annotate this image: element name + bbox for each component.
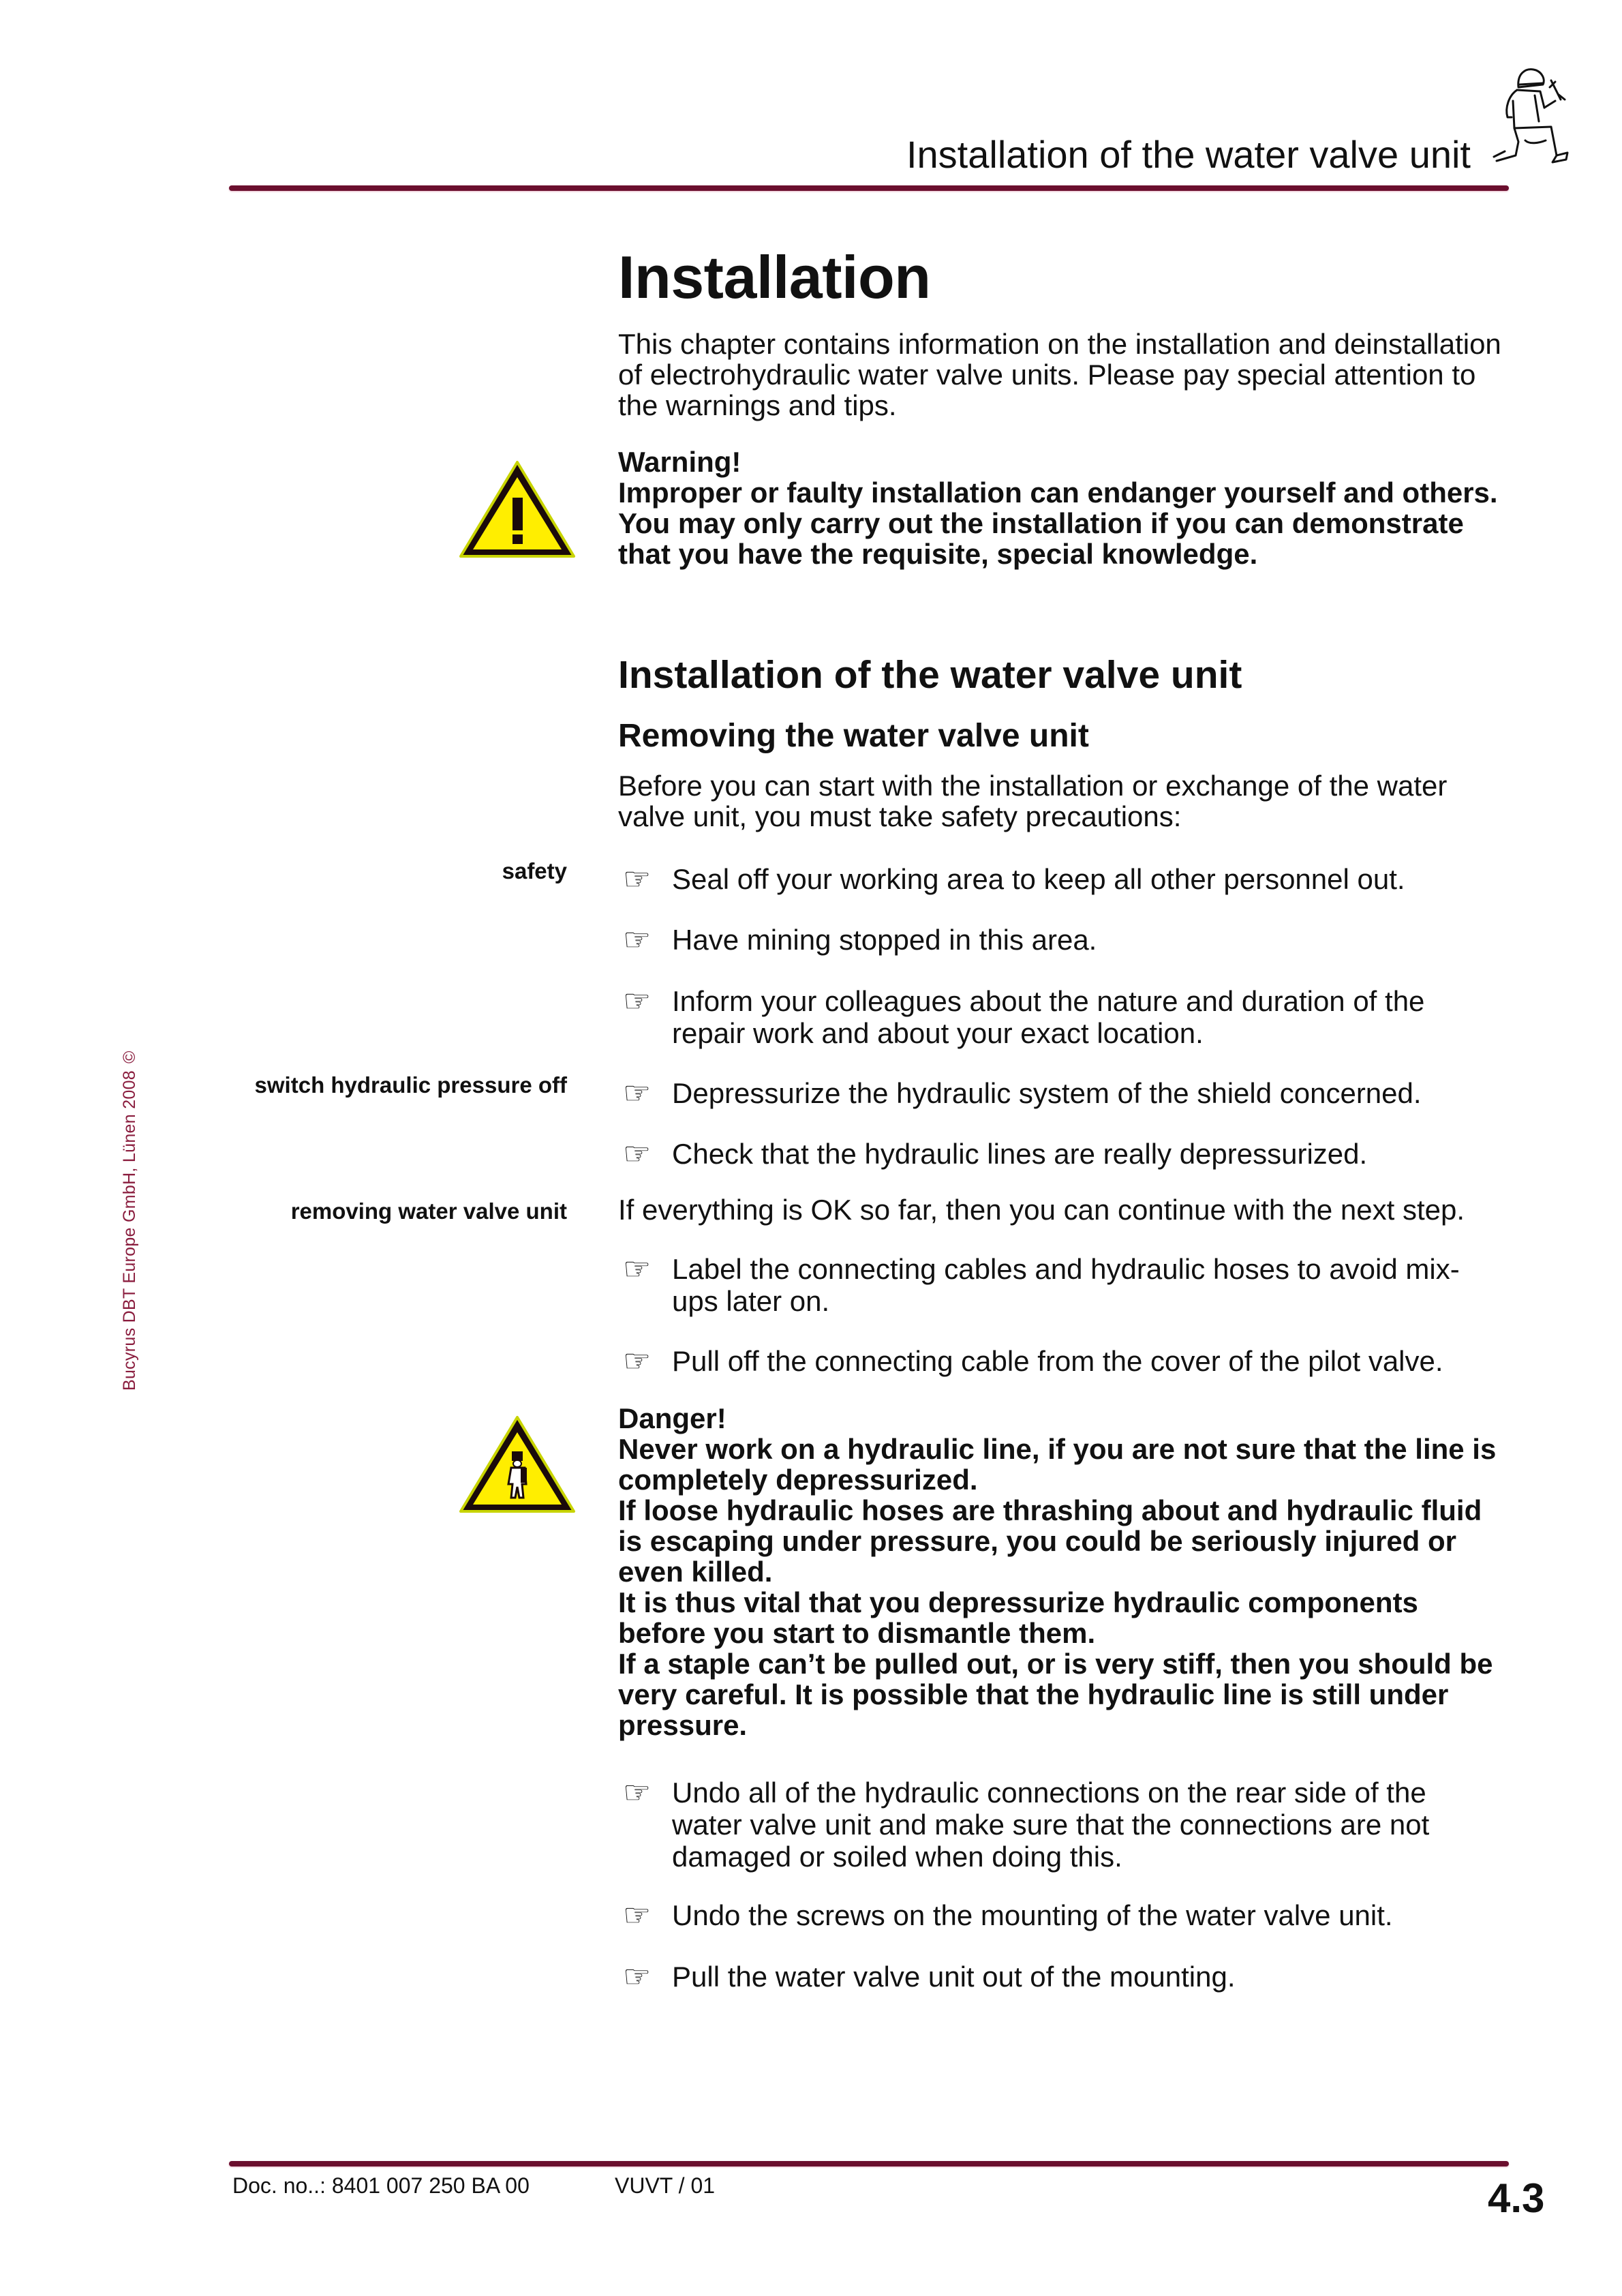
pointing-hand-icon: ☞ — [623, 922, 652, 957]
step-text: Pull off the connecting cable from the cover of the pilot valve. — [672, 1345, 1443, 1377]
copyright-text: Bucyrus DBT Europe GmbH, Lünen 2008 — [120, 1070, 139, 1391]
step-item — [623, 1774, 1468, 1873]
chapter-intro: This chapter contains information on the installation and deinstallation of electrohydraulic water valve units. Please pay special attention to the warnings and tips. — [618, 328, 1501, 421]
document-version: VUVT / 01 — [615, 2173, 716, 2198]
chapter-title: Installation — [618, 243, 931, 311]
danger-line: If a staple can’t be pulled out, or is very stiff, then you should be very careful. It is possible that the hydraulic line is still under pressure. — [618, 1648, 1493, 1741]
step-item — [623, 1138, 1509, 1170]
step-item — [623, 1345, 1509, 1377]
footer-rule — [229, 2161, 1509, 2166]
pointing-hand-icon: ☞ — [623, 1136, 652, 1171]
step-text: Undo the screws on the mounting of the water valve unit. — [672, 1899, 1393, 1931]
step-item — [623, 1253, 1495, 1317]
warning-block — [618, 447, 1511, 569]
pointing-hand-icon: ☞ — [623, 1343, 652, 1378]
page-number: 4.3 — [1488, 2175, 1545, 2221]
step-item — [623, 924, 1509, 956]
copyright-notice — [120, 1051, 140, 1391]
pointing-hand-icon: ☞ — [623, 1959, 652, 1994]
step-item — [623, 1899, 1509, 1931]
header-rule — [229, 185, 1509, 191]
step-item — [623, 1961, 1509, 1993]
step-text: Inform your colleagues about the nature and duration of the repair work and about your exact location. — [672, 985, 1425, 1049]
pointing-hand-icon: ☞ — [623, 1774, 652, 1810]
danger-line: It is thus vital that you depressurize hydraulic components before you start to dismantle them. — [618, 1586, 1418, 1649]
margin-label-pressure-off: switch hydraulic pressure off — [254, 1072, 567, 1098]
pointing-hand-icon: ☞ — [623, 1897, 652, 1933]
danger-icon — [458, 1413, 577, 1515]
step-text: Seal off your working area to keep all other personnel out. — [672, 863, 1405, 895]
subsection-title: Removing the water valve unit — [618, 718, 1089, 754]
step-text: Depressurize the hydraulic system of the shield concerned. — [672, 1077, 1422, 1109]
document-number: Doc. no..: 8401 007 250 BA 00 — [232, 2173, 530, 2198]
danger-line: Never work on a hydraulic line, if you are not sure that the line is completely depressurized. — [618, 1433, 1497, 1496]
step-text: Label the connecting cables and hydraulic hoses to avoid mix-ups later on. — [672, 1253, 1460, 1317]
section-title: Installation of the water valve unit — [618, 653, 1242, 697]
step-text: Undo all of the hydraulic connections on the rear side of the water valve unit and make sure that the connections are not damaged or soiled when doing this. — [672, 1777, 1430, 1873]
pointing-hand-icon: ☞ — [623, 1075, 652, 1111]
danger-line: If loose hydraulic hoses are thrashing about and hydraulic fluid is escaping under pressure, you could be seriously injured or even killed. — [618, 1494, 1482, 1588]
pointing-hand-icon: ☞ — [623, 1251, 652, 1286]
step-text: Check that the hydraulic lines are really depressurized. — [672, 1138, 1368, 1170]
pointing-hand-icon: ☞ — [623, 983, 652, 1018]
warning-line: Improper or faulty installation can endanger yourself and others. — [618, 477, 1498, 509]
margin-label-safety: safety — [502, 858, 567, 883]
step-text: Have mining stopped in this area. — [672, 924, 1097, 956]
copyright-symbol: © — [120, 1051, 139, 1063]
warning-heading: Warning! — [618, 446, 741, 478]
continue-note: If everything is OK so far, then you can continue with the next step. — [618, 1194, 1465, 1226]
step-item — [623, 863, 1509, 895]
pointing-hand-icon: ☞ — [623, 861, 652, 896]
running-header-title: Installation of the water valve unit — [906, 133, 1471, 176]
step-item — [623, 985, 1475, 1049]
danger-block — [618, 1403, 1511, 1740]
danger-heading: Danger! — [618, 1402, 726, 1434]
margin-label-removing: removing water valve unit — [290, 1198, 567, 1224]
warning-icon — [458, 458, 577, 560]
warning-line: You may only carry out the installation if you can demonstrate that you have the requisite, special knowledge. — [618, 507, 1464, 570]
section-intro: Before you can start with the installation or exchange of the water valve unit, you must take safety precautions: — [618, 770, 1448, 832]
step-item — [623, 1077, 1509, 1109]
kneeling-worker-icon — [1484, 60, 1573, 169]
step-text: Pull the water valve unit out of the mounting. — [672, 1961, 1236, 1993]
